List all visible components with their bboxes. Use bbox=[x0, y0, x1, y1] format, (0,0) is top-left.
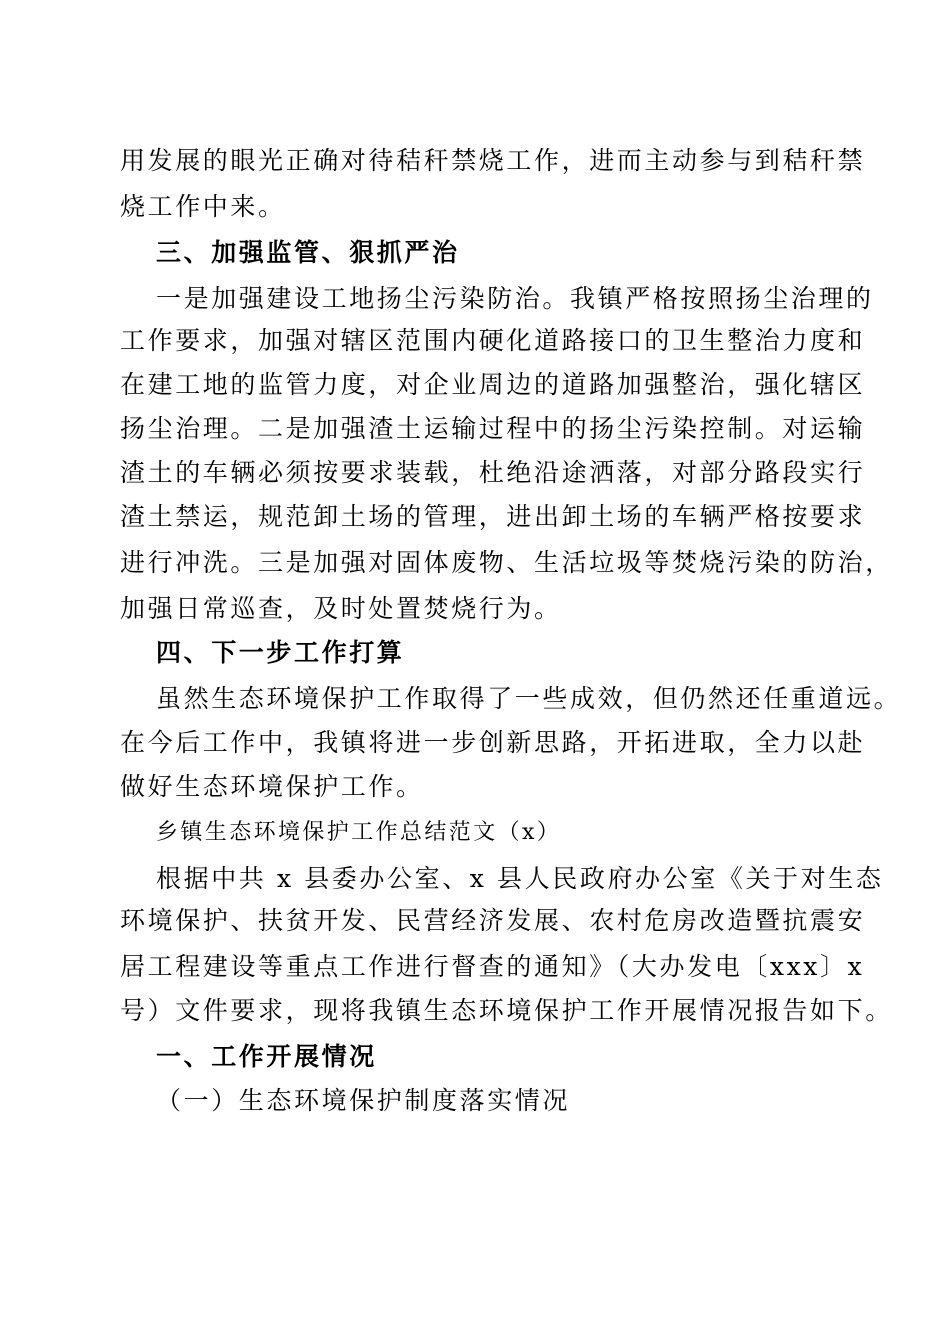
subsection-heading: （一）生态环境保护制度落实情况 bbox=[156, 1086, 571, 1115]
body-line: 虽然生态环境保护工作取得了一些成效，但仍然还任重道远。 bbox=[156, 684, 902, 713]
body-line: 在建工地的监管力度，对企业周边的道路加强整治，强化辖区 bbox=[120, 370, 866, 399]
body-line: 渣土的车辆必须按要求装载，杜绝沿途洒落，对部分路段实行 bbox=[120, 458, 866, 487]
body-line: 烧工作中来。 bbox=[120, 192, 286, 221]
body-line: 做好生态环境保护工作。 bbox=[120, 772, 424, 801]
body-line: 用发展的眼光正确对待秸秆禁烧工作，进而主动参与到秸秆禁 bbox=[120, 146, 866, 175]
body-line: 一是加强建设工地扬尘污染防治。我镇严格按照扬尘治理的 bbox=[156, 284, 874, 313]
section-heading-4: 四、下一步工作打算 bbox=[156, 638, 405, 667]
body-line: 扬尘治理。二是加强渣土运输过程中的扬尘污染控制。对运输 bbox=[120, 414, 866, 443]
section-heading-1: 一、工作开展情况 bbox=[156, 1042, 377, 1071]
body-line: 居工程建设等重点工作进行督查的通知》（大办发电〔xxx〕x bbox=[120, 952, 865, 981]
section-heading-3: 三、加强监管、狠抓严治 bbox=[156, 238, 460, 267]
body-line: 进行冲洗。三是加强对固体废物、生活垃圾等焚烧污染的防治， bbox=[120, 548, 893, 577]
body-line: 根据中共 x 县委办公室、x 县人民政府办公室《关于对生态 bbox=[156, 864, 884, 893]
body-line: 渣土禁运，规范卸土场的管理，进出卸土场的车辆严格按要求 bbox=[120, 502, 866, 531]
body-line: 号）文件要求，现将我镇生态环境保护工作开展情况报告如下。 bbox=[120, 996, 893, 1025]
document-title: 乡镇生态环境保护工作总结范文（x） bbox=[156, 820, 562, 845]
body-line: 环境保护、扶贫开发、民营经济发展、农村危房改造暨抗震安 bbox=[120, 906, 866, 935]
body-line: 加强日常巡查，及时处置焚烧行为。 bbox=[120, 594, 562, 623]
body-line: 工作要求，加强对辖区范围内硬化道路接口的卫生整治力度和 bbox=[120, 326, 866, 355]
body-line: 在今后工作中，我镇将进一步创新思路，开拓进取，全力以赴 bbox=[120, 728, 866, 757]
